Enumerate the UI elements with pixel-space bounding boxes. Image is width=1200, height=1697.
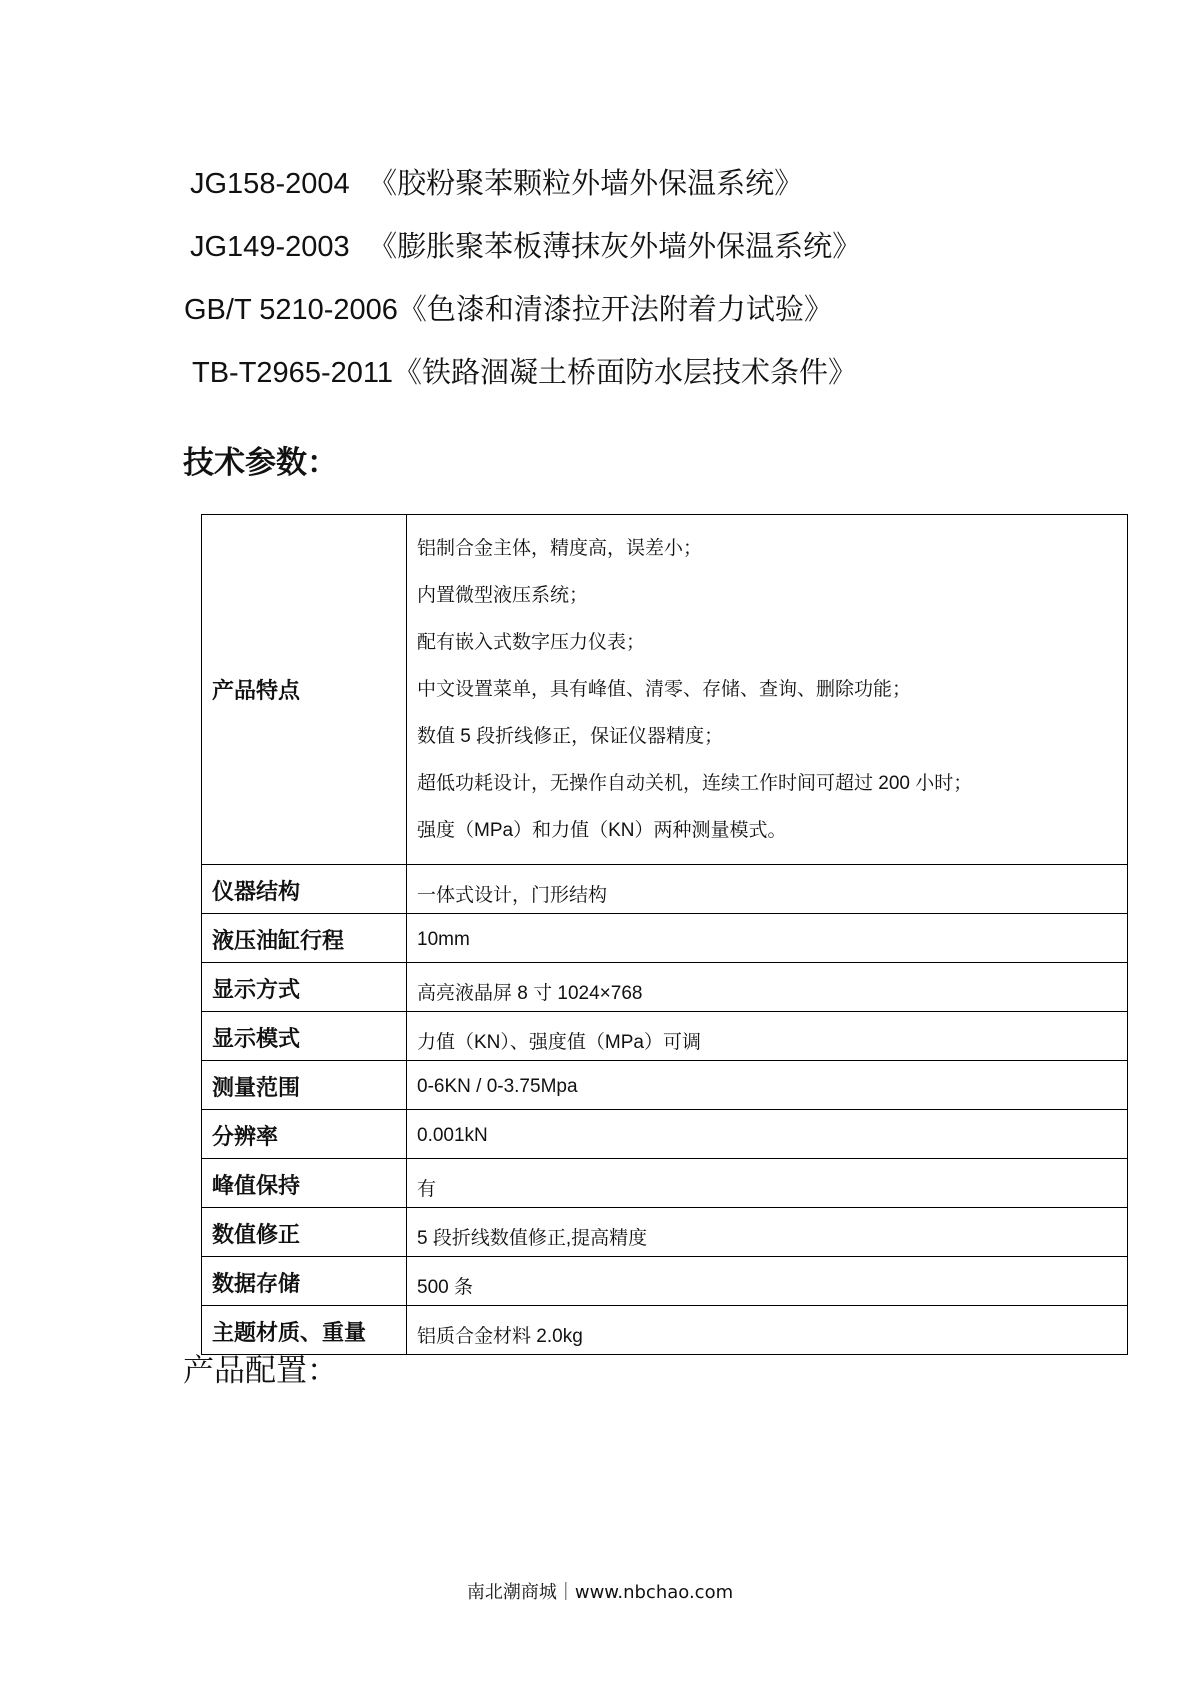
- row-label: 峰值保持: [212, 1174, 301, 1199]
- row-value: 高亮液晶屏 8 寸 1024×768: [417, 983, 643, 1004]
- standard-code: GB/T 5210-2006: [184, 294, 398, 326]
- standard-sep: [350, 229, 368, 263]
- row-label: 液压油缸行程: [212, 929, 345, 954]
- spec-table: [201, 514, 1128, 1355]
- row-value: 一体式设计，门形结构: [417, 885, 608, 906]
- row-value: 0-6KN / 0-3.75Mpa: [417, 1076, 578, 1097]
- row-value: 10mm: [417, 929, 470, 950]
- row-label: 仪器结构: [212, 880, 301, 905]
- page-footer: 南北潮商城｜www.nbchao.com: [466, 1582, 734, 1603]
- row-label: 显示方式: [212, 978, 301, 1003]
- features-value-cell: [407, 515, 1128, 865]
- standard-code: JG149-2003: [190, 231, 350, 263]
- table-row: [202, 1208, 1128, 1257]
- table-row: [202, 1257, 1128, 1306]
- table-row: [202, 865, 1128, 914]
- features-label-cell: [202, 515, 407, 865]
- row-value: 0.001kN: [417, 1125, 488, 1146]
- table-row: [202, 1110, 1128, 1159]
- standard-item: [190, 215, 861, 278]
- table-row: [202, 1012, 1128, 1061]
- standard-sep: [350, 166, 368, 200]
- standard-item: [192, 341, 861, 404]
- standard-item: [190, 152, 861, 215]
- standard-item: [184, 278, 861, 341]
- standard-name: 《色漆和清漆拉开法附着力试验》: [397, 292, 833, 326]
- feature-item: 数值 5 段折线修正，保证仪器精度；: [417, 726, 724, 747]
- features-list: [407, 515, 1127, 864]
- standard-name: 《铁路涸凝土桥面防水层技术条件》: [392, 355, 857, 389]
- row-label: 测量范围: [212, 1076, 301, 1101]
- feature-item: 中文设置菜单，具有峰值、清零、存储、查询、删除功能；: [417, 679, 912, 700]
- standard-code: JG158-2004: [190, 168, 350, 200]
- feature-item: 超低功耗设计，无操作自动关机，连续工作时间可超过 200 小时；: [417, 773, 973, 794]
- row-label: 数据存储: [212, 1272, 301, 1297]
- standard-name: 《膨胀聚苯板薄抹灰外墙外保温系统》: [368, 229, 862, 263]
- table-row: [202, 515, 1128, 865]
- table-row: [202, 1061, 1128, 1110]
- standards-list: [184, 152, 862, 404]
- section-title-config: 产品配置：: [183, 1353, 338, 1389]
- row-label: 数值修正: [212, 1223, 301, 1248]
- row-value: 力值（KN）、强度值（MPa）可调: [417, 1032, 701, 1053]
- standard-name: 《胶粉聚苯颗粒外墙外保温系统》: [368, 166, 804, 200]
- row-value: 有: [417, 1179, 437, 1200]
- feature-item: 强度（MPa）和力值（KN）两种测量模式。: [417, 820, 787, 841]
- row-value: 500 条: [417, 1277, 473, 1298]
- table-row: [202, 914, 1128, 963]
- table-row: [202, 963, 1128, 1012]
- standard-code: TB-T2965-2011: [192, 357, 393, 389]
- feature-item: 铝制合金主体，精度高，误差小；: [417, 538, 703, 559]
- row-label: 主题材质、重量: [212, 1321, 367, 1346]
- row-label: 产品特点: [212, 679, 301, 704]
- feature-item: 内置微型液压系统；: [417, 585, 589, 606]
- row-label: 分辨率: [212, 1125, 279, 1150]
- row-value: 5 段折线数值修正,提高精度: [417, 1228, 648, 1249]
- section-title-params: 技术参数：: [183, 445, 338, 481]
- row-value: 铝质合金材料 2.0kg: [417, 1326, 583, 1347]
- table-row: [202, 1306, 1128, 1355]
- row-label: 显示模式: [212, 1027, 301, 1052]
- table-row: [202, 1159, 1128, 1208]
- feature-item: 配有嵌入式数字压力仪表；: [417, 632, 646, 653]
